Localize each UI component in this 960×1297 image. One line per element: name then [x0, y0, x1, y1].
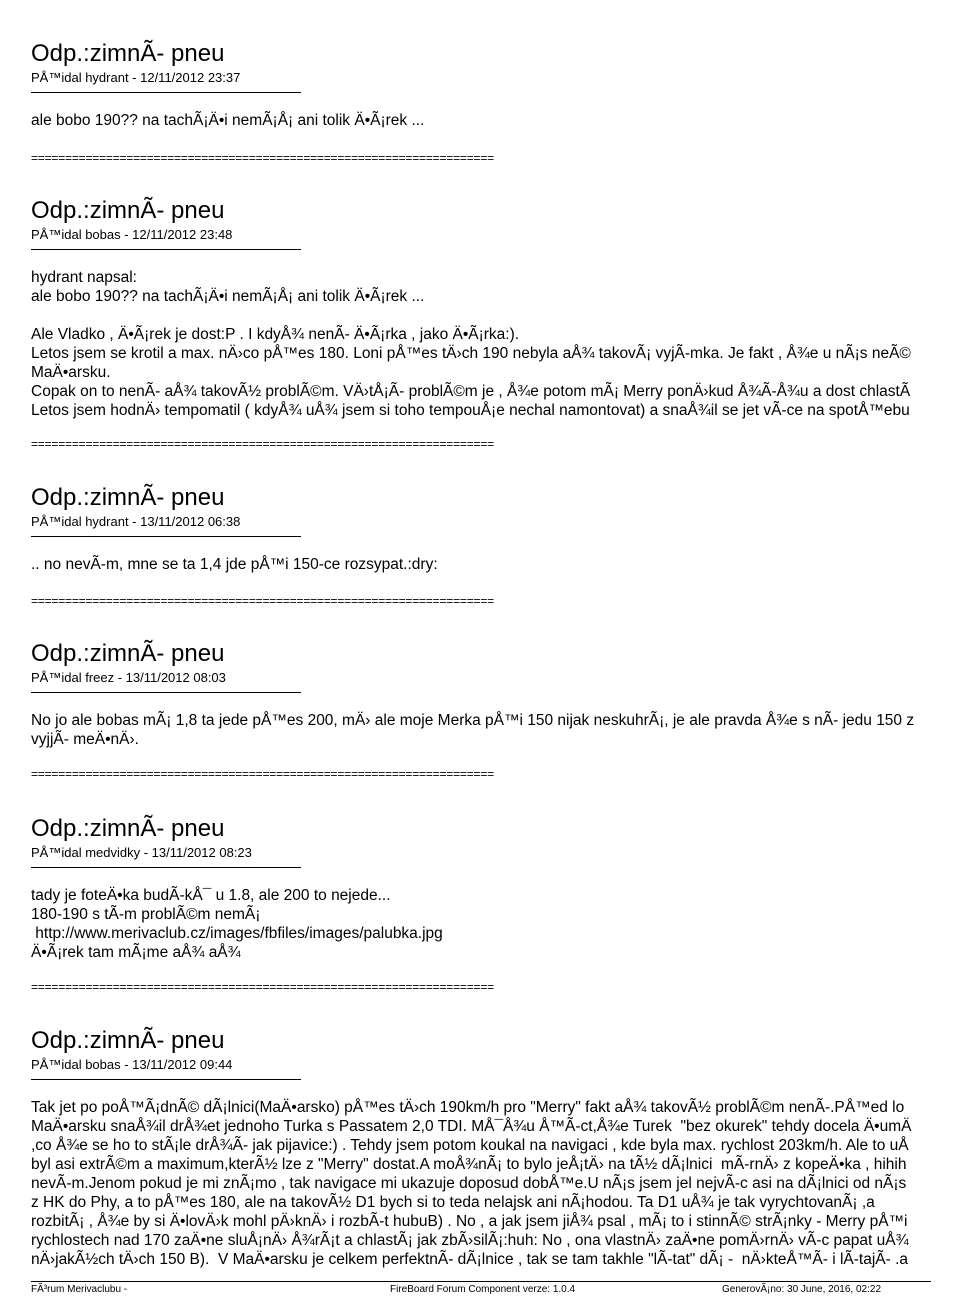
post-line: nÄ›jakÃ½ch tÄ›ch 150 B). V MaÄ•arsku je celkem perfektnÃ- dÃ¡lnice , tak se tam takhle "lÃ-tat" dÃ¡ - nÄ›kteÅ™Ã- i lÃ-tajÃ- .a [31, 1251, 908, 1268]
forum-post [31, 815, 960, 962]
post-rule [31, 1079, 301, 1080]
post-line: vyjjÃ- meÄ•nÄ›. [31, 731, 139, 748]
post-line: No jo ale bobas mÃ¡ 1,8 ta jede pÅ™es 200, mÄ› ale moje Merka pÅ™i 150 nijak neskuhrÃ¡, je ale pravda Å¾e s nÃ- jedu 150 z [31, 712, 915, 729]
post-meta: PÅ™idal hydrant - 12/11/2012 23:37 [31, 70, 241, 85]
post-line: Letos jsem hodnÄ› tempomatil ( kdyÅ¾ uÅ¾ jsem si toho tempouÅ¡e nechal namontovat) a snaÅ¾il se jet vÃ-ce na spotÅ™ebu [31, 402, 910, 419]
post-line [31, 306, 960, 325]
forum-post [31, 197, 960, 420]
post-separator: ==================================================================== [31, 594, 494, 608]
post-body [31, 268, 960, 420]
post-meta: PÅ™idal bobas - 13/11/2012 09:44 [31, 1057, 233, 1072]
footer-site: FÃ³rum Merivaclubu - [31, 1284, 128, 1295]
post-separator: ==================================================================== [31, 437, 494, 451]
post-rule [31, 536, 301, 537]
post-separator: ==================================================================== [31, 767, 494, 781]
post-line: Ale Vladko , Ä•Ã¡rek je dost:P . I kdyÅ¾ nenÃ- Ä•Ã¡rka , jako Ä•Ã¡rka:). [31, 326, 520, 343]
post-rule [31, 692, 301, 693]
post-title: Odp.:zimnÃ- pneu [31, 815, 225, 842]
post-line: Letos jsem se krotil a max. nÄ›co pÅ™es 180. Loni pÅ™es tÄ›ch 190 nebyla aÅ¾ takovÃ¡ vyjÃ-mka. Je fakt , Å¾e u nÃ¡s neÃ© [31, 345, 911, 362]
post-line: tady je foteÄ•ka budÃ-kÅ¯ u 1.8, ale 200 to nejede... [31, 887, 391, 904]
post-title: Odp.:zimnÃ- pneu [31, 40, 225, 67]
post-separator: ==================================================================== [31, 980, 494, 994]
forum-post [31, 40, 960, 130]
post-line: Tak jet po poÅ™Ã¡dnÃ© dÃ¡lnici(MaÄ•arsko) pÅ™es tÄ›ch 190km/h pro "Merry" fakt aÅ¾ takovÃ½ problÃ©m nenÃ-.PÅ™ed lo [31, 1099, 905, 1116]
post-body [31, 886, 960, 962]
post-meta: PÅ™idal hydrant - 13/11/2012 06:38 [31, 514, 241, 529]
footer-rule [31, 1281, 931, 1282]
post-meta: PÅ™idal bobas - 12/11/2012 23:48 [31, 227, 233, 242]
footer-generated: GenerovÃ¡no: 30 June, 2016, 02:22 [722, 1284, 882, 1295]
post-rule [31, 867, 301, 868]
post-line: nevÃ-m.Jenom pokud je mi znÃ¡mo , tak navigace mi ukazuje doposud dobÅ™e.U nÃ¡s jsem jel nejvÃ-c asi na dÃ¡lnici od nÃ¡s [31, 1175, 907, 1192]
forum-post [31, 484, 960, 574]
footer-component: FireBoard Forum Component verze: 1.0.4 [390, 1284, 576, 1295]
post-line: MaÄ•arsku snaÅ¾il drÅ¾et jednoho Turka s Passatem 2,0 TDI. MÅ¯Å¾u Å™Ã-ct,Å¾e Turek "bez okurek" tehdy docela Ä•umÄ [31, 1118, 912, 1135]
post-line: ale bobo 190?? na tachÃ¡Ä•i nemÃ¡Å¡ ani tolik Ä•Ã¡rek ... [31, 288, 425, 305]
post-meta: PÅ™idal medvidky - 13/11/2012 08:23 [31, 845, 252, 860]
post-rule [31, 249, 301, 250]
post-line: ale bobo 190?? na tachÃ¡Ä•i nemÃ¡Å¡ ani tolik Ä•Ã¡rek ... [31, 112, 425, 129]
forum-post [31, 1027, 960, 1269]
post-line: .. no nevÃ-m, mne se ta 1,4 jde pÅ™i 150-ce rozsypat.:dry: [31, 556, 438, 573]
post-body [31, 711, 960, 749]
post-title: Odp.:zimnÃ- pneu [31, 197, 225, 224]
post-line: rychlostech nad 170 zaÄ•ne sluÅ¡nÄ› Å¾rÃ¡t a chlastÃ¡ jak zbÃ›silÃ¡:huh: No , ona vlastnÄ› zaÄ•ne pomÄ›rnÄ› vÃ-c papat uÅ¾ [31, 1232, 909, 1249]
post-title: Odp.:zimnÃ- pneu [31, 640, 225, 667]
post-line: Ä•Ã¡rek tam mÃ¡me aÅ¾ aÅ¾ [31, 944, 241, 961]
post-line: rozbitÃ¡ , Å¾e by si Ä•lovÄ›k mohl pÄ›knÄ› i rozbÃ-t hubuB) . No , a jak jsem jiÅ¾ psal , mÃ¡ to i stinnÃ© strÃ¡nky - Merry pÅ™i [31, 1213, 908, 1230]
post-line: Copak on to nenÃ- aÅ¾ takovÃ½ problÃ©m. VÄ›tÅ¡Ã- problÃ©m je , Å¾e potom mÃ¡ Merry ponÄ›kud Å¾Ã-Å¾u a dost chlastÃ [31, 383, 911, 400]
post-separator: ==================================================================== [31, 151, 494, 165]
post-line: ,co Å¾e se ho to stÃ¡le drÅ¾Ã- jak pijavice:) . Tehdy jsem potom koukal na navigaci , kde byla max. rychlost 203km/h. Ale to uÅ [31, 1137, 909, 1154]
page-footer [0, 1281, 960, 1297]
post-line: byl asi extrÃ©m a maximum,kterÃ½ lze z "Merry" dostat.A moÅ¾nÃ¡ to bylo jeÅ¡tÄ› na tÃ½ dÃ¡lnici mÃ-rnÄ› z kopeÄ•ka , hihih [31, 1156, 907, 1173]
post-line: hydrant napsal: [31, 269, 137, 286]
forum-post [31, 640, 960, 749]
post-line: MaÄ•arsku. [31, 364, 111, 381]
post-body [31, 111, 960, 130]
post-rule [31, 92, 301, 93]
post-line: 180-190 s tÃ-m problÃ©m nemÃ¡ [31, 906, 261, 923]
post-title: Odp.:zimnÃ- pneu [31, 484, 225, 511]
post-body [31, 1098, 960, 1269]
post-title: Odp.:zimnÃ- pneu [31, 1027, 225, 1054]
post-line: z HK do Phy, a to pÅ™es 180, ale na takovÃ½ D1 bych si to teda nelajsk ani nÃ¡hodou. Ta D1 uÅ¾ je tak vyrychtovanÃ¡ ,a [31, 1194, 875, 1211]
post-meta: PÅ™idal freez - 13/11/2012 08:03 [31, 670, 226, 685]
post-line[interactable]: http://www.merivaclub.cz/images/fbfiles/images/palubka.jpg [31, 925, 443, 942]
post-body [31, 555, 960, 574]
